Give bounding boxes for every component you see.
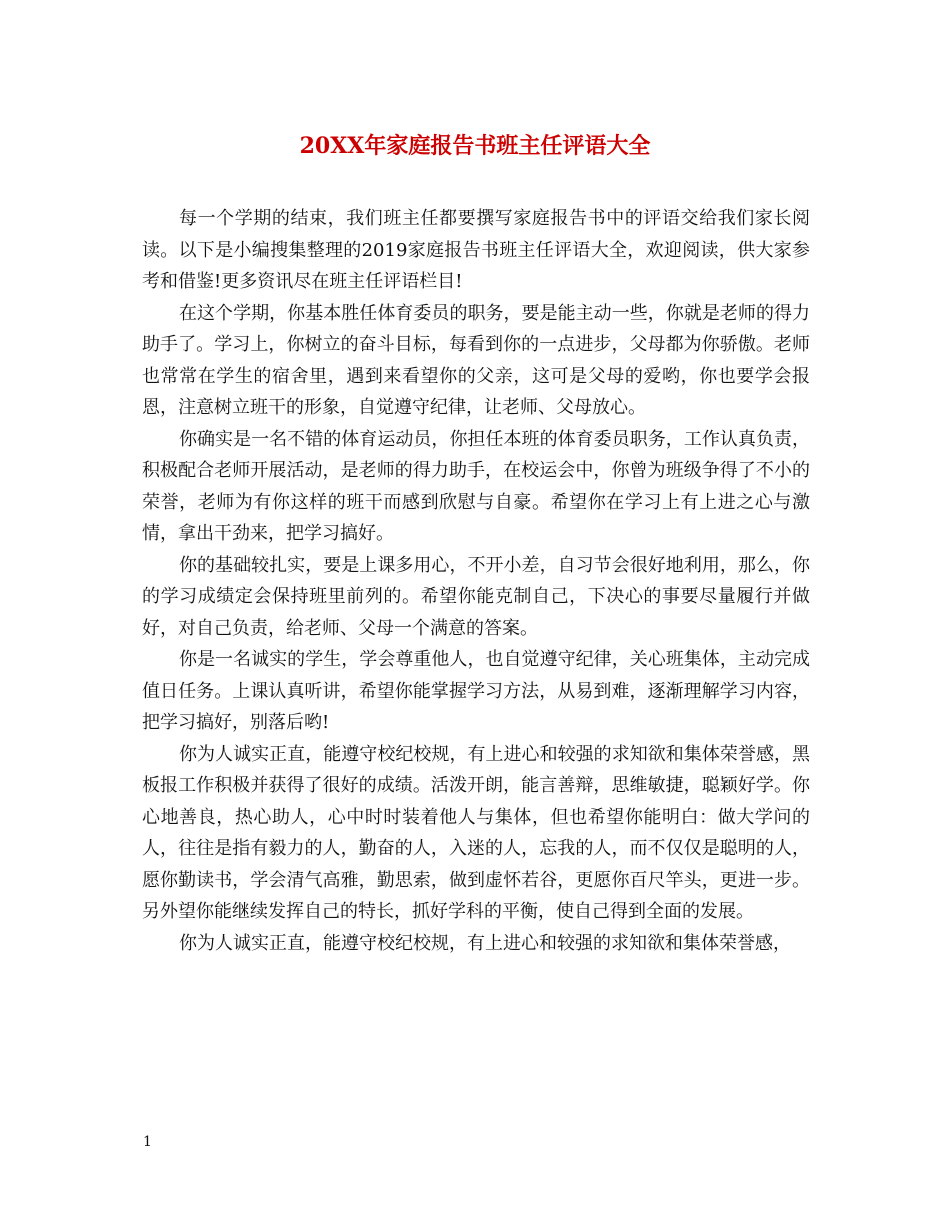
paragraph-intro: 每一个学期的结束，我们班主任都要撰写家庭报告书中的评语交给我们家长阅读。以下是小编搜集整理的2019家庭报告书班主任评语大全，欢迎阅读，供大家参考和借鉴!更多资讯尽在班主任评语栏目! (142, 208, 810, 292)
document-title: 20XX年家庭报告书班主任评语大全 (299, 133, 651, 159)
paragraph-comment-2: 你确实是一名不错的体育运动员，你担任本班的体育委员职务，工作认真负责，积极配合老师开展活动，是老师的得力助手，在校运会中，你曾为班级争得了不小的荣誉，老师为有你这样的班干而感到欣慰与自豪。希望你在学习上有上进之心与激情，拿出干劲来，把学习搞好。 (142, 428, 810, 544)
paragraph-comment-4: 你是一名诚实的学生，学会尊重他人，也自觉遵守纪律，关心班集体，主动完成值日任务。上课认真听讲，希望你能掌握学习方法，从易到难，逐渐理解学习内容，把学习搞好，别落后哟! (142, 649, 810, 733)
paragraph-comment-6: 你为人诚实正直，能遵守校纪校规，有上进心和较强的求知欲和集体荣誉感， (179, 932, 791, 954)
paragraph-comment-1: 在这个学期，你基本胜任体育委员的职务，要是能主动一些，你就是老师的得力助手了。学习上，你树立的奋斗目标，每看到你的一点进步，父母都为你骄傲。老师也常常在学生的宿舍里，遇到来看望你的父亲，这可是父母的爱哟，你也要学会报恩，注意树立班干的形象，自觉遵守纪律，让老师、父母放心。 (142, 302, 810, 418)
page-number: 1 (143, 1134, 152, 1150)
document-body (142, 203, 810, 959)
paragraph-comment-5: 你为人诚实正直，能遵守校纪校规，有上进心和较强的求知欲和集体荣誉感，黑板报工作积极并获得了很好的成绩。活泼开朗，能言善辩，思维敏捷，聪颖好学。你心地善良，热心助人，心中时时装着他人与集体，但也希望你能明白：做大学问的人，往往是指有毅力的人，勤奋的人，入迷的人，忘我的人，而不仅仅是聪明的人，愿你勤读书，学会清气高雅，勤思索，做到虚怀若谷，更愿你百尺竿头，更进一步。另外望你能继续发挥自己的特长，抓好学科的平衡，使自己得到全面的发展。 (142, 743, 810, 922)
paragraph-comment-3: 你的基础较扎实，要是上课多用心，不开小差，自习节会很好地利用，那么，你的学习成绩定会保持班里前列的。希望你能克制自己，下决心的事要尽量履行并做好，对自己负责，给老师、父母一个满意的答案。 (142, 554, 810, 639)
